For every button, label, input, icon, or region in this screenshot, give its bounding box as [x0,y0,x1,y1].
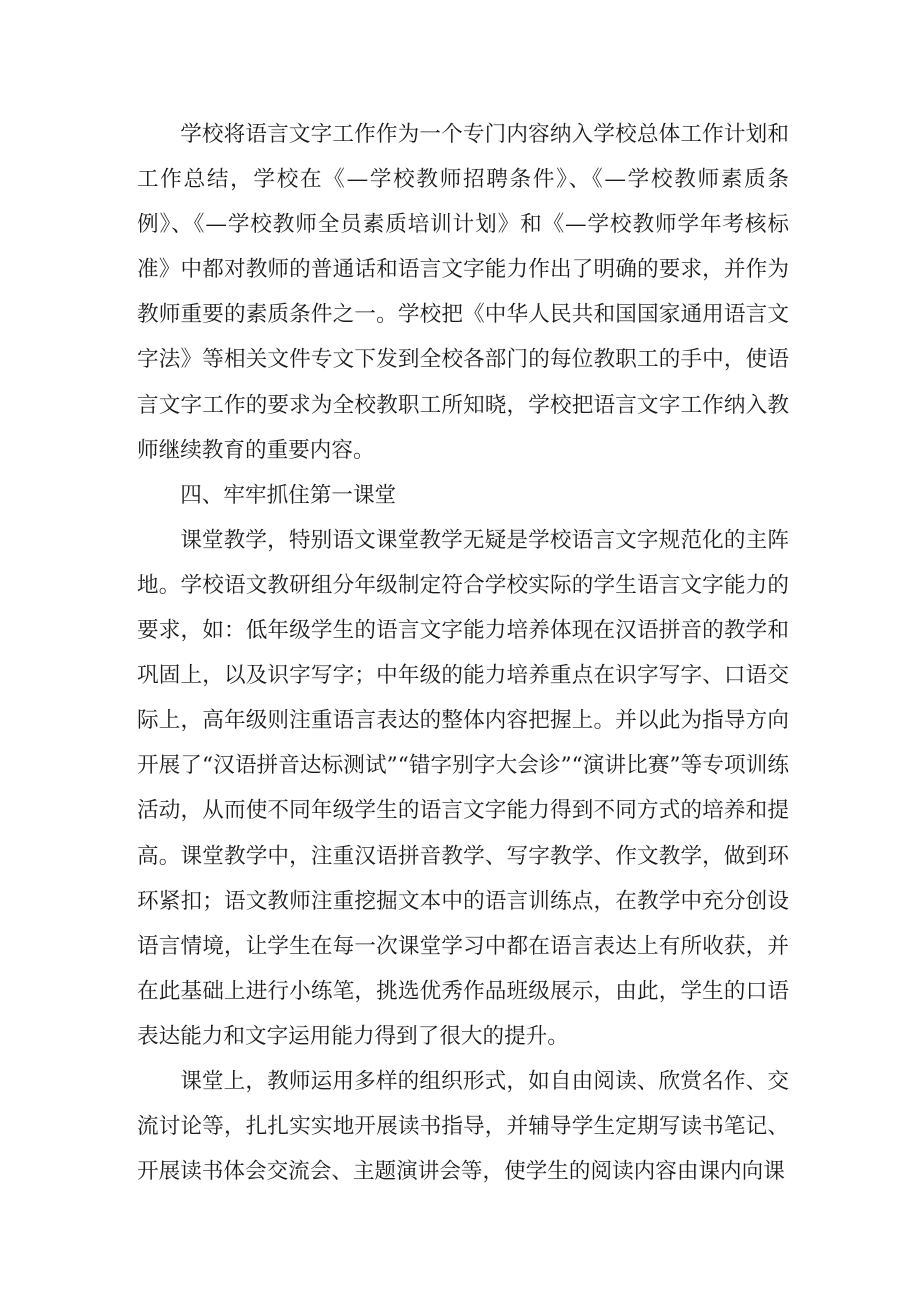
section-heading: 四、牢牢抓住第一课堂 [180,482,397,508]
paragraph-classroom-teaching: 课堂教学，特别语文课堂教学无疑是学校语言文字规范化的主阵地。学校语文教研组分年级制定符合学校实际的学生语言文字能力的要求，如：低年级学生的语言文字能力培养体现在汉语拼音的教学和巩固上，以及识字写字；中年级的能力培养重点在识字写字、口语交际上，高年级则注重语言表达的整体内容把握上。并以此为指导方向开展了“汉语拼音达标测试”“错字别字大会诊”“演讲比赛”等专项训练活动，从而使不同年级学生的语言文字能力得到不同方式的培养和提高。课堂教学中，注重汉语拼音教学、写字教学、作文教学，做到环环紧扣；语文教师注重挖掘文本中的语言训练点，在教学中充分创设语言情境，让学生在每一次课堂学习中都在语言表达上有所收获，并在此基础上进行小练笔，挑选优秀作品班级展示，由此，学生的口语表达能力和文字运用能力得到了很大的提升。 [137,527,789,1049]
document-body [137,112,789,1194]
paragraph-reading-guidance: 课堂上，教师运用多样的组织形式，如自由阅读、欣赏名作、交流讨论等，扎扎实实地开展读书指导，并辅导学生定期写读书笔记、开展读书体会交流会、主题演讲会等，使学生的阅读内容由课内向课 [137,1068,789,1185]
paragraph-language-work-plan: 学校将语言文字工作作为一个专门内容纳入学校总体工作计划和工作总结，学校在《—学校教师招聘条件》、《—学校教师素质条例》、《—学校教师全员素质培训计划》和《—学校教师学年考核标准》中都对教师的普通话和语言文字能力作出了明确的要求，并作为教师重要的素质条件之一。学校把《中华人民共和国国家通用语言文字法》等相关文件专文下发到全校各部门的每位教职工的手中，使语言文字工作的要求为全校教职工所知晓，学校把语言文字工作纳入教师继续教育的重要内容。 [137,122,789,463]
